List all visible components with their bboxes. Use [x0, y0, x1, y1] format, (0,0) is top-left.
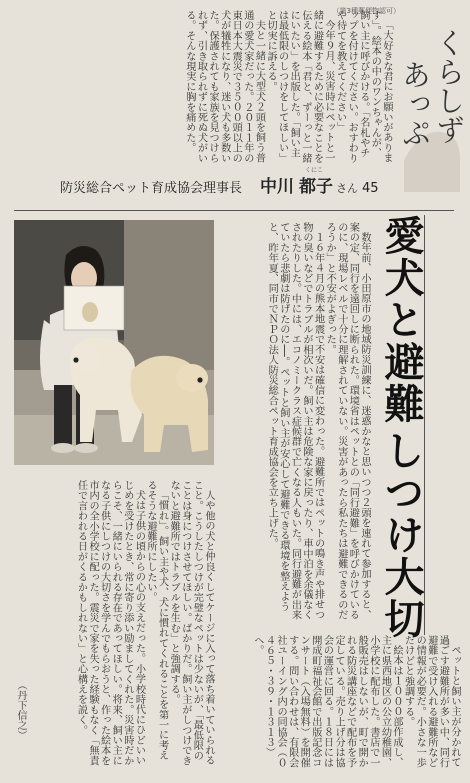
lower-paragraph: 人や他の犬と仲良くしてケージに入って落ち着いていられること。こうしたしつけが完璧なペットは少ないが、「最低限のことは身につけさせてほしい。ばかりだ。飼い主がしつけできないと避難所ではトラブルを生む」と強調する。 — [168, 480, 214, 766]
photo-credit: （丹下信之） — [15, 680, 26, 740]
byline-name: 中川 — [260, 177, 295, 197]
top-article-text — [14, 10, 392, 165]
byline-honorific: さん — [336, 182, 359, 195]
byline-ruby: くにこ — [305, 167, 324, 174]
headline-main: 愛犬と避難 — [378, 215, 425, 425]
lower-paragraph: 犬は子供の頃からの心の支えだった。小学校時代にひどいいじめを受けたとき、常に寄り添い励ましてくれた。災害時だからこそ、一緒にいられる存在であってほしい。将来、飼い主になる子供にしつけの大切さを学んでもらおうと、作った絵本を市内の全小学校に配った。震災で家を失った経験もなく「無責任で言われる日がくるかもしれない」と心構えを説く。 — [75, 480, 145, 766]
lower-paragraph: 絵本は１０００部作成し、主に県西地区の公立幼稚園、小学校に配布した。書店で一般販売はしないが、町で開かれる防災講座などで配布を予定している。売り上げ分は協会の運営に回る。１８日には開成町福祉会館で出版記念コンサート（入場無料）を開催する。問い合わせは、有限会社ユーイング内の同協会（０４６５・３９・１３１３）へ。 — [251, 635, 403, 768]
lower-paragraph: 数年前、小田原市の地域防災訓練に、迷惑かなと思いつつ２頭を連れて参加すると、案の定、同行を遠回しに断られた。環境省はペットとの「同行避難」を呼びかけているのに、現場レベルで十分に理解されていない。災害があったら私たちは避難できるのだろうか」と不安がよぎった。 — [324, 222, 370, 620]
lower-paragraph: ペットと飼い主が分かれて過ごす避難所が多い中、同行避難で受け入れる避難所などの情報が必要だ。小さな一歩だけどと強調する。 — [402, 635, 460, 768]
column-title-part1: くらしず — [432, 28, 466, 144]
byline-given-name: 都子 — [299, 177, 334, 197]
column-title-part2: あっぷ — [398, 60, 432, 147]
top-paragraph: 「大好きな君にお願いがあります」。絵本の中のワンちゃんが、飼い主に呼びかける。「名札やチップを付けてください。おすわりや待てを教えてください」 — [334, 10, 392, 163]
lower-article-text-upper — [220, 222, 370, 627]
interview-photo — [14, 220, 214, 465]
byline — [60, 167, 390, 202]
lower-article-text-bottom — [14, 480, 214, 770]
lower-article-text-right — [220, 635, 460, 770]
headline-sub: しつけ大切 — [378, 430, 425, 640]
lower-paragraph: １６年４月の熊本地震で不安は確信に変わった。避難所ではペットの鳴き声や排せつ物の臭いなどでトラブルが相次いだ。飼い主は危険な家に戻ったり、車中泊を余儀なくされたりした。中には、エコノミークラス症候群で亡くなる人もいた。同行避難が出来ていたら悲劇は防げたのに──。ペットと飼い主が安心して避難できる環境を整えようと、昨年夏、同市でＮＰＯ法人防災総合ペット育成協会を立ち上げた。 — [266, 222, 324, 620]
postal-note: （第3種郵便物認可） — [332, 7, 400, 15]
top-paragraph: 今年９月、災害時にペットと一緒に避難するために必要なことを伝える絵本「君と、ずーっと一緒にいたい」を出版した。「飼い主は最低限のしつけをしてほしい」と切実に訴える。 — [265, 10, 335, 163]
photo-woman-with-dogs — [14, 220, 214, 465]
byline-age: 45 — [362, 181, 379, 196]
divider — [14, 210, 454, 211]
byline-org: 防災総合ペット育成協会理事長 — [60, 181, 243, 196]
lower-paragraph: 「慣れ」。飼い主や犬、犬に慣れてくれることを第一に考えるそうな避難所にしたい。 — [145, 480, 168, 761]
top-paragraph: 夫と一緒に大型犬２頭を飼う普通の愛犬家だった。２０１１年の東日本大震災で３５００頭以上の犬が犠牲になり、迷い犬も多数いた。保護されても家族を見つけられず、引き取られずに死ぬ犬がいる。そんな現実に胸を痛めた。 — [183, 10, 265, 163]
